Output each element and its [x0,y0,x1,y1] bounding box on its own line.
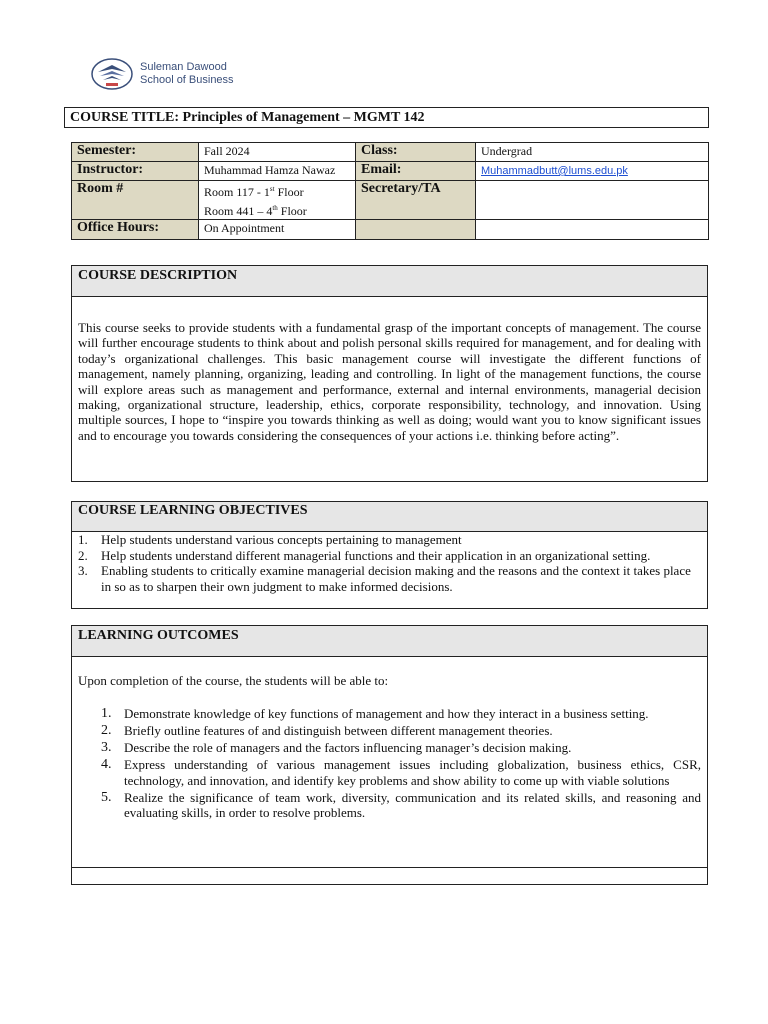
school-logo [90,56,234,92]
logo-line-2: School of Business [140,74,234,86]
learning-outcomes-heading: LEARNING OUTCOMES [72,626,707,657]
list-item: 2. Help students understand different managerial functions and their application in an organizational setting. [78,547,651,563]
instructor-value: Muhammad Hamza Nawaz [199,162,356,181]
list-item: 2. Briefly outline features of and distinguish between different management theories. [101,723,553,738]
instructor-label: Instructor: [72,162,199,181]
secretary-label: Secretary/TA [356,181,476,220]
course-info-table [71,142,709,240]
office-hours-value: On Appointment [199,220,356,240]
lums-emblem-icon [90,57,134,91]
list-item: 1. Demonstrate knowledge of key functions of management and how they interact in a business setting. [101,706,649,721]
list-item: 5. Realize the significance of team work, diversity, communication and its related skills, and reasoning and evaluating skills, in order to resolve problems. [101,789,701,820]
outcomes-list [78,706,701,821]
course-description-text: This course seeks to provide students with a fundamental grasp of the important concepts of management. The course will further encourage students to think about and polish personal skills required for management, and for dealing with today’s organizational challenges. This basic management course will investigate the different functions of management, namely planning, organizing, leading and controlling. In light of the management functions, the course will explore areas such as management and performance, external and internal environments, managerial decision making, organizational structure, leadership, ethics, corporate responsibility, technology, and innovation. Using multiple sources, I hope to “inspire you towards thinking as well as doing; would want you to know significant issues and to encourage you towards considering the consequences of your actions i.e. thinking before acting”. [78,320,701,443]
list-item: 1. Help students understand various concepts pertaining to management [78,532,462,547]
office-hours-label: Office Hours: [72,220,199,240]
semester-value: Fall 2024 [199,143,356,162]
class-label: Class: [356,143,476,162]
room-label: Room # [72,181,199,220]
course-description-heading: COURSE DESCRIPTION [72,266,707,297]
secretary-value [476,181,709,220]
logo-line-1: Suleman Dawood [140,61,227,73]
semester-label: Semester: [72,143,199,162]
learning-objectives-section [71,501,708,609]
list-item: 3. Enabling students to critically examine managerial decision making and the reasons and the context it takes place in so as to sharpen their own judgment to make informed decisions. [78,563,691,594]
table-divider [72,867,707,868]
room-value: Room 117 - 1st Floor Room 441 – 4th Floor [199,181,356,220]
email-label: Email: [356,162,476,181]
learning-outcomes-section [71,625,708,885]
outcomes-intro: Upon completion of the course, the students will be able to: [78,673,389,688]
list-item: 4. Express understanding of various management issues including globalization, business ethics, CSR, technology, and innovation, and identify key problems and show ability to come up with viable solutions [101,757,701,788]
learning-objectives-heading: COURSE LEARNING OBJECTIVES [72,502,707,532]
course-title: COURSE TITLE: Principles of Management – MGMT 142 [64,107,709,128]
objectives-list [78,532,701,594]
blank-label-cell [356,220,476,240]
list-item: 3. Describe the role of managers and the factors influencing manager’s decision making. [101,740,572,755]
course-description-section [71,265,708,482]
email-link[interactable]: Muhammadbutt@lums.edu.pk [481,165,628,177]
blank-value-cell [476,220,709,240]
class-value: Undergrad [476,143,709,162]
